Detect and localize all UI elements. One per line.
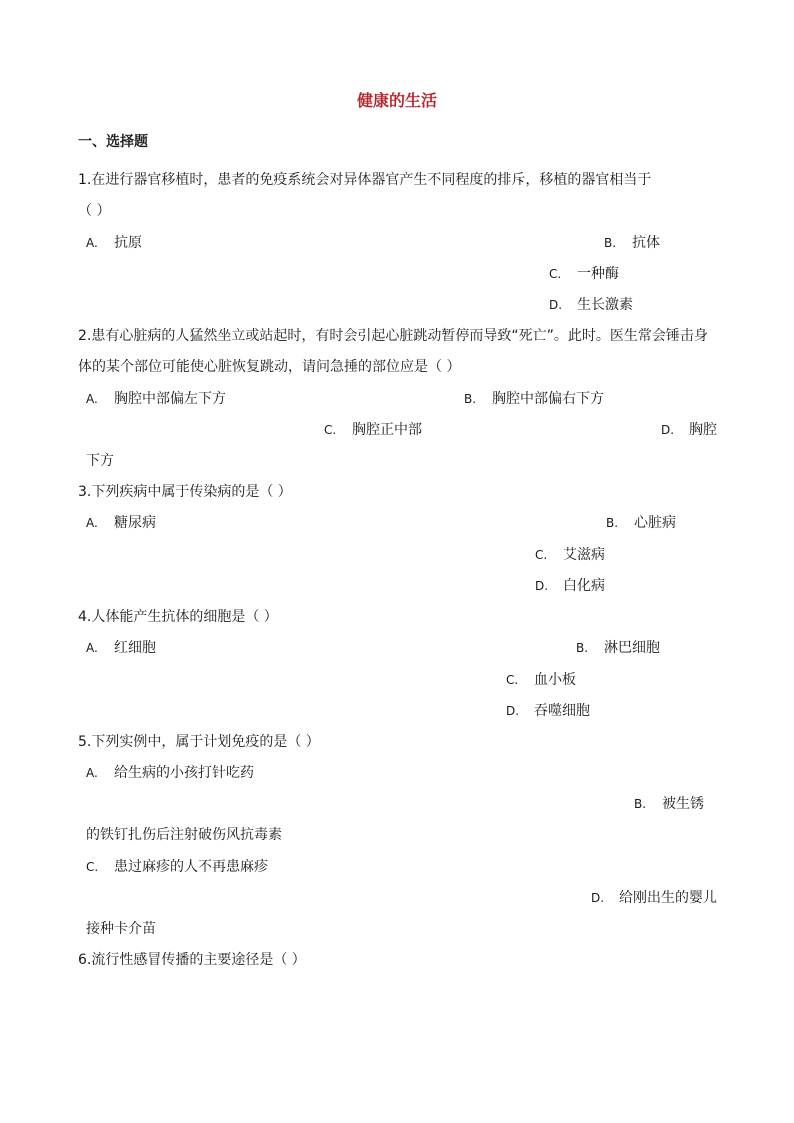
option-label: C. <box>86 860 99 874</box>
question-2-option-a[interactable] <box>86 390 226 408</box>
question-5-option-d[interactable] <box>591 889 717 907</box>
option-label: D. <box>591 891 605 905</box>
option-label: B. <box>606 516 619 530</box>
question-2-stem-line-1: 2.患有心脏病的人猛然坐立或站起时，有时会引起心脏跳动暂停而导致“死亡”。此时。医生常会锤击身 <box>78 328 708 344</box>
option-label: C. <box>535 548 548 562</box>
option-label: A. <box>86 641 98 655</box>
option-text: 心脏病 <box>634 515 676 531</box>
option-label: B. <box>576 641 589 655</box>
question-4-stem: 4.人体能产生抗体的细胞是（ ） <box>78 609 278 625</box>
option-label: C. <box>324 423 337 437</box>
option-text: 生长激素 <box>577 297 633 313</box>
question-2-option-d-continuation: 下方 <box>86 453 114 469</box>
question-3-stem: 3.下列疾病中属于传染病的是（ ） <box>78 484 292 500</box>
option-text: 给生病的小孩打针吃药 <box>114 765 254 781</box>
option-text: 胸腔中部偏右下方 <box>492 391 604 407</box>
question-6-stem: 6.流行性感冒传播的主要途径是（ ） <box>78 952 306 968</box>
option-label: D. <box>549 298 563 312</box>
question-3-option-d[interactable] <box>535 577 605 595</box>
question-1-stem: 1.在进行器官移植时，患者的免疫系统会对异体器官产生不同程度的排斥，移植的器官相当于 <box>78 172 652 188</box>
question-2-option-d[interactable] <box>661 421 717 439</box>
question-2-stem-line-2: 体的某个部位可能使心脏恢复跳动，请问急捶的部位应是（ ） <box>78 359 461 375</box>
option-label: A. <box>86 236 98 250</box>
question-4-option-a[interactable] <box>86 639 156 657</box>
option-text: 胸腔中部偏左下方 <box>114 391 226 407</box>
option-text: 抗原 <box>114 235 142 251</box>
question-2-option-c[interactable] <box>324 421 422 439</box>
question-5-option-d-continuation: 接种卡介苗 <box>86 921 156 937</box>
option-text: 红细胞 <box>114 640 156 656</box>
option-label: C. <box>506 673 519 687</box>
option-label: D. <box>661 423 675 437</box>
option-text: 胸腔正中部 <box>352 422 422 438</box>
question-5-option-b-continuation: 的铁钉扎伤后注射破伤风抗毒素 <box>86 827 282 843</box>
option-text: 抗体 <box>632 235 660 251</box>
option-text: 糖尿病 <box>114 515 156 531</box>
question-2-option-b[interactable] <box>464 390 604 408</box>
option-text: 胸腔 <box>689 422 717 438</box>
question-5-option-c[interactable] <box>86 858 268 876</box>
option-text: 血小板 <box>534 672 576 688</box>
question-3-option-b[interactable] <box>606 514 676 532</box>
option-label: B. <box>464 392 477 406</box>
question-5-stem: 5.下列实例中，属于计划免疫的是（ ） <box>78 734 320 750</box>
question-1-answer-blank: （ ） <box>78 203 111 219</box>
option-label: B. <box>604 236 617 250</box>
option-text: 淋巴细胞 <box>604 640 660 656</box>
option-label: D. <box>506 704 520 718</box>
option-text: 白化病 <box>563 578 605 594</box>
option-text: 一种酶 <box>577 266 619 282</box>
option-text: 被生锈 <box>662 796 704 812</box>
option-label: C. <box>549 267 562 281</box>
question-1-option-c[interactable] <box>549 265 619 283</box>
option-text: 给刚出生的婴儿 <box>619 890 717 906</box>
option-label: D. <box>535 579 549 593</box>
option-label: A. <box>86 392 98 406</box>
option-label: B. <box>634 797 647 811</box>
option-label: A. <box>86 766 98 780</box>
option-label: A. <box>86 516 98 530</box>
question-4-option-d[interactable] <box>506 702 590 720</box>
option-text: 吞噬细胞 <box>534 703 590 719</box>
option-text: 艾滋病 <box>563 547 605 563</box>
question-1-option-a[interactable] <box>86 234 142 252</box>
question-3-option-a[interactable] <box>86 514 156 532</box>
question-3-option-c[interactable] <box>535 546 605 564</box>
question-4-option-c[interactable] <box>506 671 576 689</box>
question-5-option-a[interactable] <box>86 764 254 782</box>
question-1-option-d[interactable] <box>549 296 633 314</box>
question-5-option-b[interactable] <box>634 795 704 813</box>
question-1-option-b[interactable] <box>604 234 660 252</box>
section-heading: 一、选择题 <box>78 134 148 150</box>
option-text: 患过麻疹的人不再患麻疹 <box>114 859 268 875</box>
document-title: 健康的生活 <box>356 91 437 110</box>
question-4-option-b[interactable] <box>576 639 660 657</box>
